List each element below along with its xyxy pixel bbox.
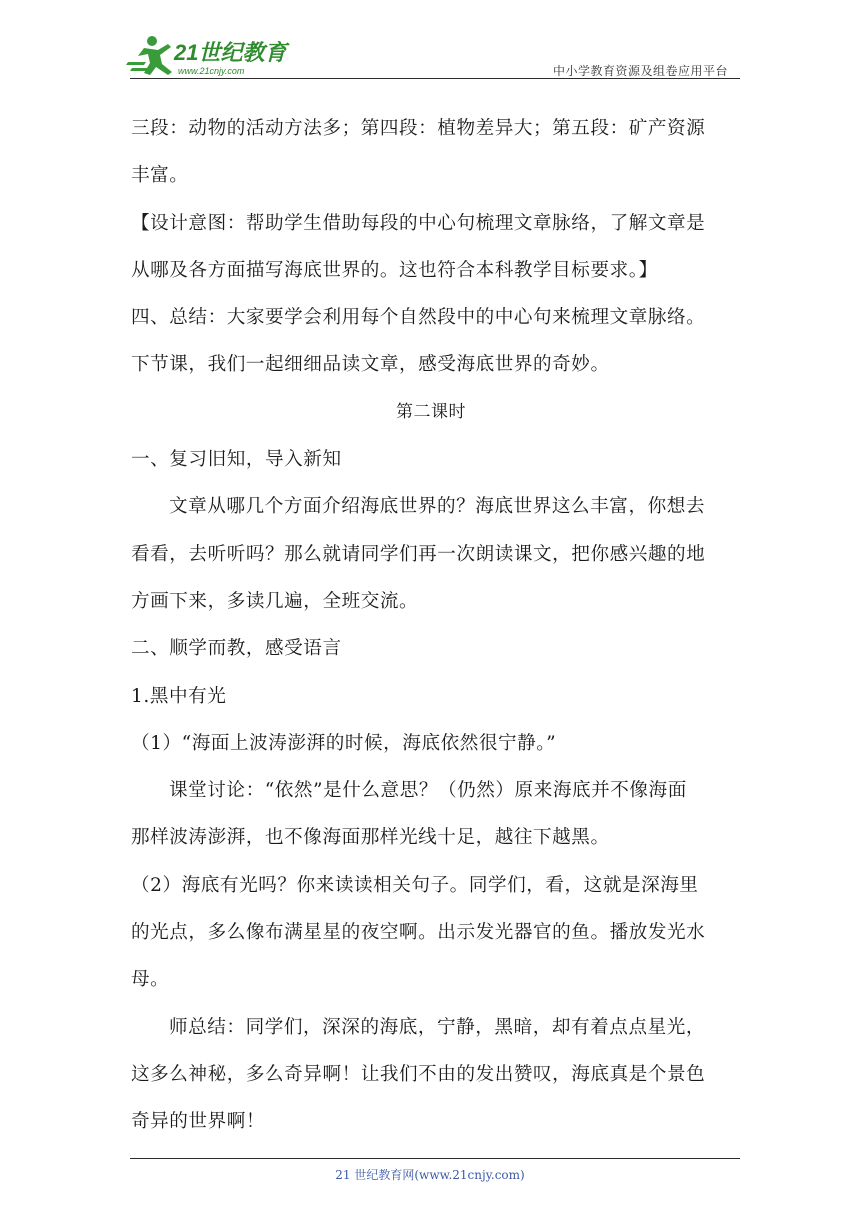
svg-text:www.21cnjy.com: www.21cnjy.com <box>178 66 245 76</box>
lesson-title: 第二课时 <box>396 401 466 422</box>
paragraph-line: 文章从哪几个方面介绍海底世界的？海底世界这么丰富，你想去 <box>169 496 706 518</box>
quote-line: （1）“海面上波涛澎湃的时候，海底依然很宁静。” <box>131 732 557 754</box>
paragraph-line: 三段：动物的活动方法多；第四段：植物差异大；第五段：矿产资源 <box>131 118 706 139</box>
paragraph-line: 课堂讨论：“依然”是什么意思？（仍然）原来海底并不像海面 <box>169 780 687 802</box>
page-header <box>120 30 740 80</box>
section-summary-line: 四、总结：大家要学会利用每个自然段中的中心句来梳理文章脉络。 <box>131 307 706 329</box>
subsection-heading: 1.黑中有光 <box>131 685 227 707</box>
section-heading: 二、顺学而教，感受语言 <box>131 638 342 660</box>
svg-text:21世纪教育: 21世纪教育 <box>174 40 287 65</box>
paragraph-line: 下节课，我们一起细细品读文章，感受海底世界的奇妙。 <box>131 354 610 376</box>
design-intent-line: 从哪及各方面描写海底世界的。这也符合本科教学目标要求。】 <box>131 259 658 281</box>
footer-divider <box>130 1158 740 1159</box>
paragraph-line: 的光点，多么像布满星星的夜空啊。出示发光器官的鱼。播放发光水 <box>131 922 706 944</box>
logo-21cnjy <box>124 32 299 80</box>
paragraph-line: 师总结：同学们，深深的海底，宁静，黑暗，却有着点点星光， <box>169 1016 706 1038</box>
paragraph-line: 方画下来，多读几遍，全班交流。 <box>131 590 419 612</box>
paragraph-line: 母。 <box>131 969 170 991</box>
design-intent-line: 【设计意图：帮助学生借助每段的中心句梳理文章脉络，了解文章是 <box>131 212 706 234</box>
paragraph-line: 那样波涛澎湃，也不像海面那样光线十足，越往下越黑。 <box>131 827 610 849</box>
paragraph-line: 丰富。 <box>131 165 189 187</box>
paragraph-line: 这多么神秘，多么奇异啊！让我们不由的发出赞叹，海底真是个景色 <box>131 1063 706 1085</box>
paragraph-line: 看看，去听听吗？那么就请同学们再一次朗读课文，把你感兴趣的地 <box>131 543 706 565</box>
header-divider <box>130 78 740 79</box>
paragraph-line: （2）海底有光吗？你来读读相关句子。同学们，看，这就是深海里 <box>131 874 699 896</box>
paragraph-line: 奇异的世界啊！ <box>131 1111 266 1133</box>
document-body <box>131 105 731 1146</box>
section-heading: 一、复习旧知，导入新知 <box>131 449 342 471</box>
platform-name: 中小学教育资源及组卷应用平台 <box>552 64 728 78</box>
footer-text: 21 世纪教育网(www.21cnjy.com) <box>335 1168 525 1182</box>
